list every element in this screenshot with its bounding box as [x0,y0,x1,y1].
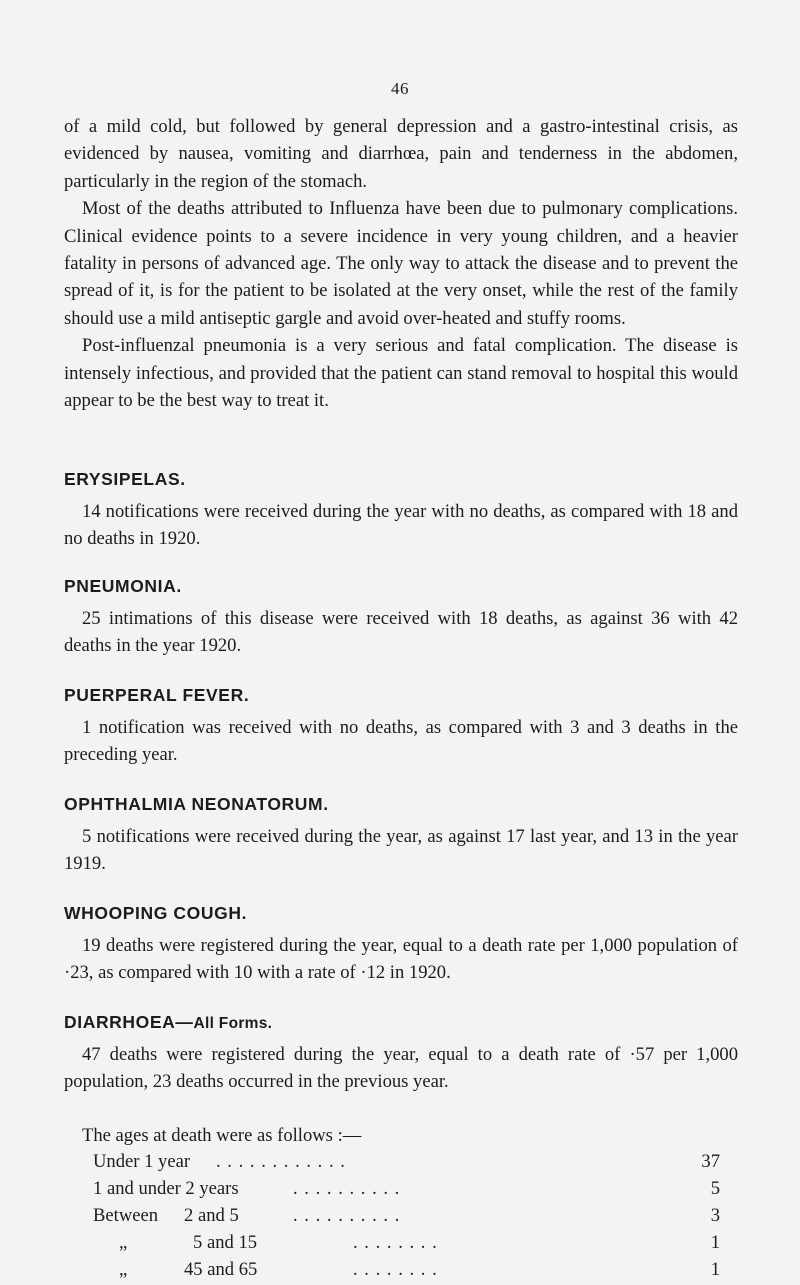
age-range: 2 and 5 [184,1205,239,1226]
section-heading: OPHTHALMIA NEONATORUM. [64,794,329,814]
section-heading: ERYSIPELAS. [64,469,186,489]
section-whooping-cough [64,901,738,987]
leader-dots: . . . . . . . . . . [293,1205,401,1226]
page-number: 46 [391,79,409,98]
death-count: 37 [701,1151,720,1172]
table-row [93,1151,720,1177]
table-row [93,1259,720,1285]
ditto-mark: „ [119,1259,128,1280]
age-range: 45 and 65 [184,1259,258,1280]
leader-dots: . . . . . . . . [353,1232,438,1253]
age-label: 1 and under 2 years [93,1178,239,1199]
table-row [93,1205,720,1231]
ages-at-death-table [64,1122,738,1280]
age-label: Under 1 year [93,1151,191,1172]
ages-intro: The ages at death were as follows :— [82,1125,362,1146]
intro-block [64,113,738,414]
section-text: 47 deaths were registered during the year, equal to a death rate of ·57 per 1,000 population, 23 deaths occurred in the previous year. [64,1044,738,1093]
death-count: 3 [710,1205,720,1226]
section-heading: WHOOPING COUGH. [64,903,248,923]
intro-paragraph: Post-influenzal pneumonia is a very serious and fatal complication. The disease is intensely infectious, and provided that the patient can stand removal to hospital this would appear to be the best way to treat it. [64,335,738,412]
death-count: 5 [710,1178,720,1199]
section-text: 14 notifications were received during the year with no deaths, as compared with 18 and no deaths in 1920. [64,501,738,550]
intro-paragraph: of a mild cold, but followed by general depression and a gastro-intestinal crisis, as evidenced by nausea, vomiting and diarrhœa, pain and tenderness in the abdomen, particularly in the region of the stomach. [64,116,738,192]
section-heading: DIARRHOEA—All Forms. [64,1012,273,1032]
section-text: 1 notification was received with no deaths, as compared with 3 and 3 deaths in the preceding year. [64,717,738,766]
leader-dots: . . . . . . . . [353,1259,438,1280]
section-text: 5 notifications were received during the year, as against 17 last year, and 13 in the year 1919. [64,826,738,875]
section-diarrhoea [64,1010,738,1096]
section-heading: PUERPERAL FEVER. [64,685,250,705]
section-text: 25 intimations of this disease were received with 18 deaths, as against 36 with 42 deaths in the year 1920. [64,608,738,657]
table-row [93,1178,720,1204]
death-count: 1 [710,1232,720,1253]
ditto-mark: „ [119,1232,128,1253]
leader-dots: . . . . . . . . . . [293,1178,401,1199]
age-range: 5 and 15 [193,1232,258,1253]
table-row [93,1232,720,1258]
section-ophthalmia-neonatorum [64,792,738,878]
section-erysipelas [64,467,738,553]
leader-dots: . . . . . . . . . . . . [216,1151,346,1172]
intro-paragraph: Most of the deaths attributed to Influenza have been due to pulmonary complications. Clinical evidence points to a severe incidence in very young children, and a heavier fatality in persons of advanced age. The only way to attack the disease and to prevent the spread of it, is for the patient to be isolated at the very onset, while the rest of the family should use a mild antiseptic gargle and avoid over-heated and stuffy rooms. [64,198,738,329]
section-puerperal-fever [64,683,738,769]
section-pneumonia [64,574,738,660]
age-label: Between [93,1205,159,1226]
section-text: 19 deaths were registered during the year, equal to a death rate per 1,000 population of ·23, as compared with 10 with a rate of ·12 in 1920. [64,935,738,984]
section-heading: PNEUMONIA. [64,576,182,596]
death-count: 1 [710,1259,720,1280]
